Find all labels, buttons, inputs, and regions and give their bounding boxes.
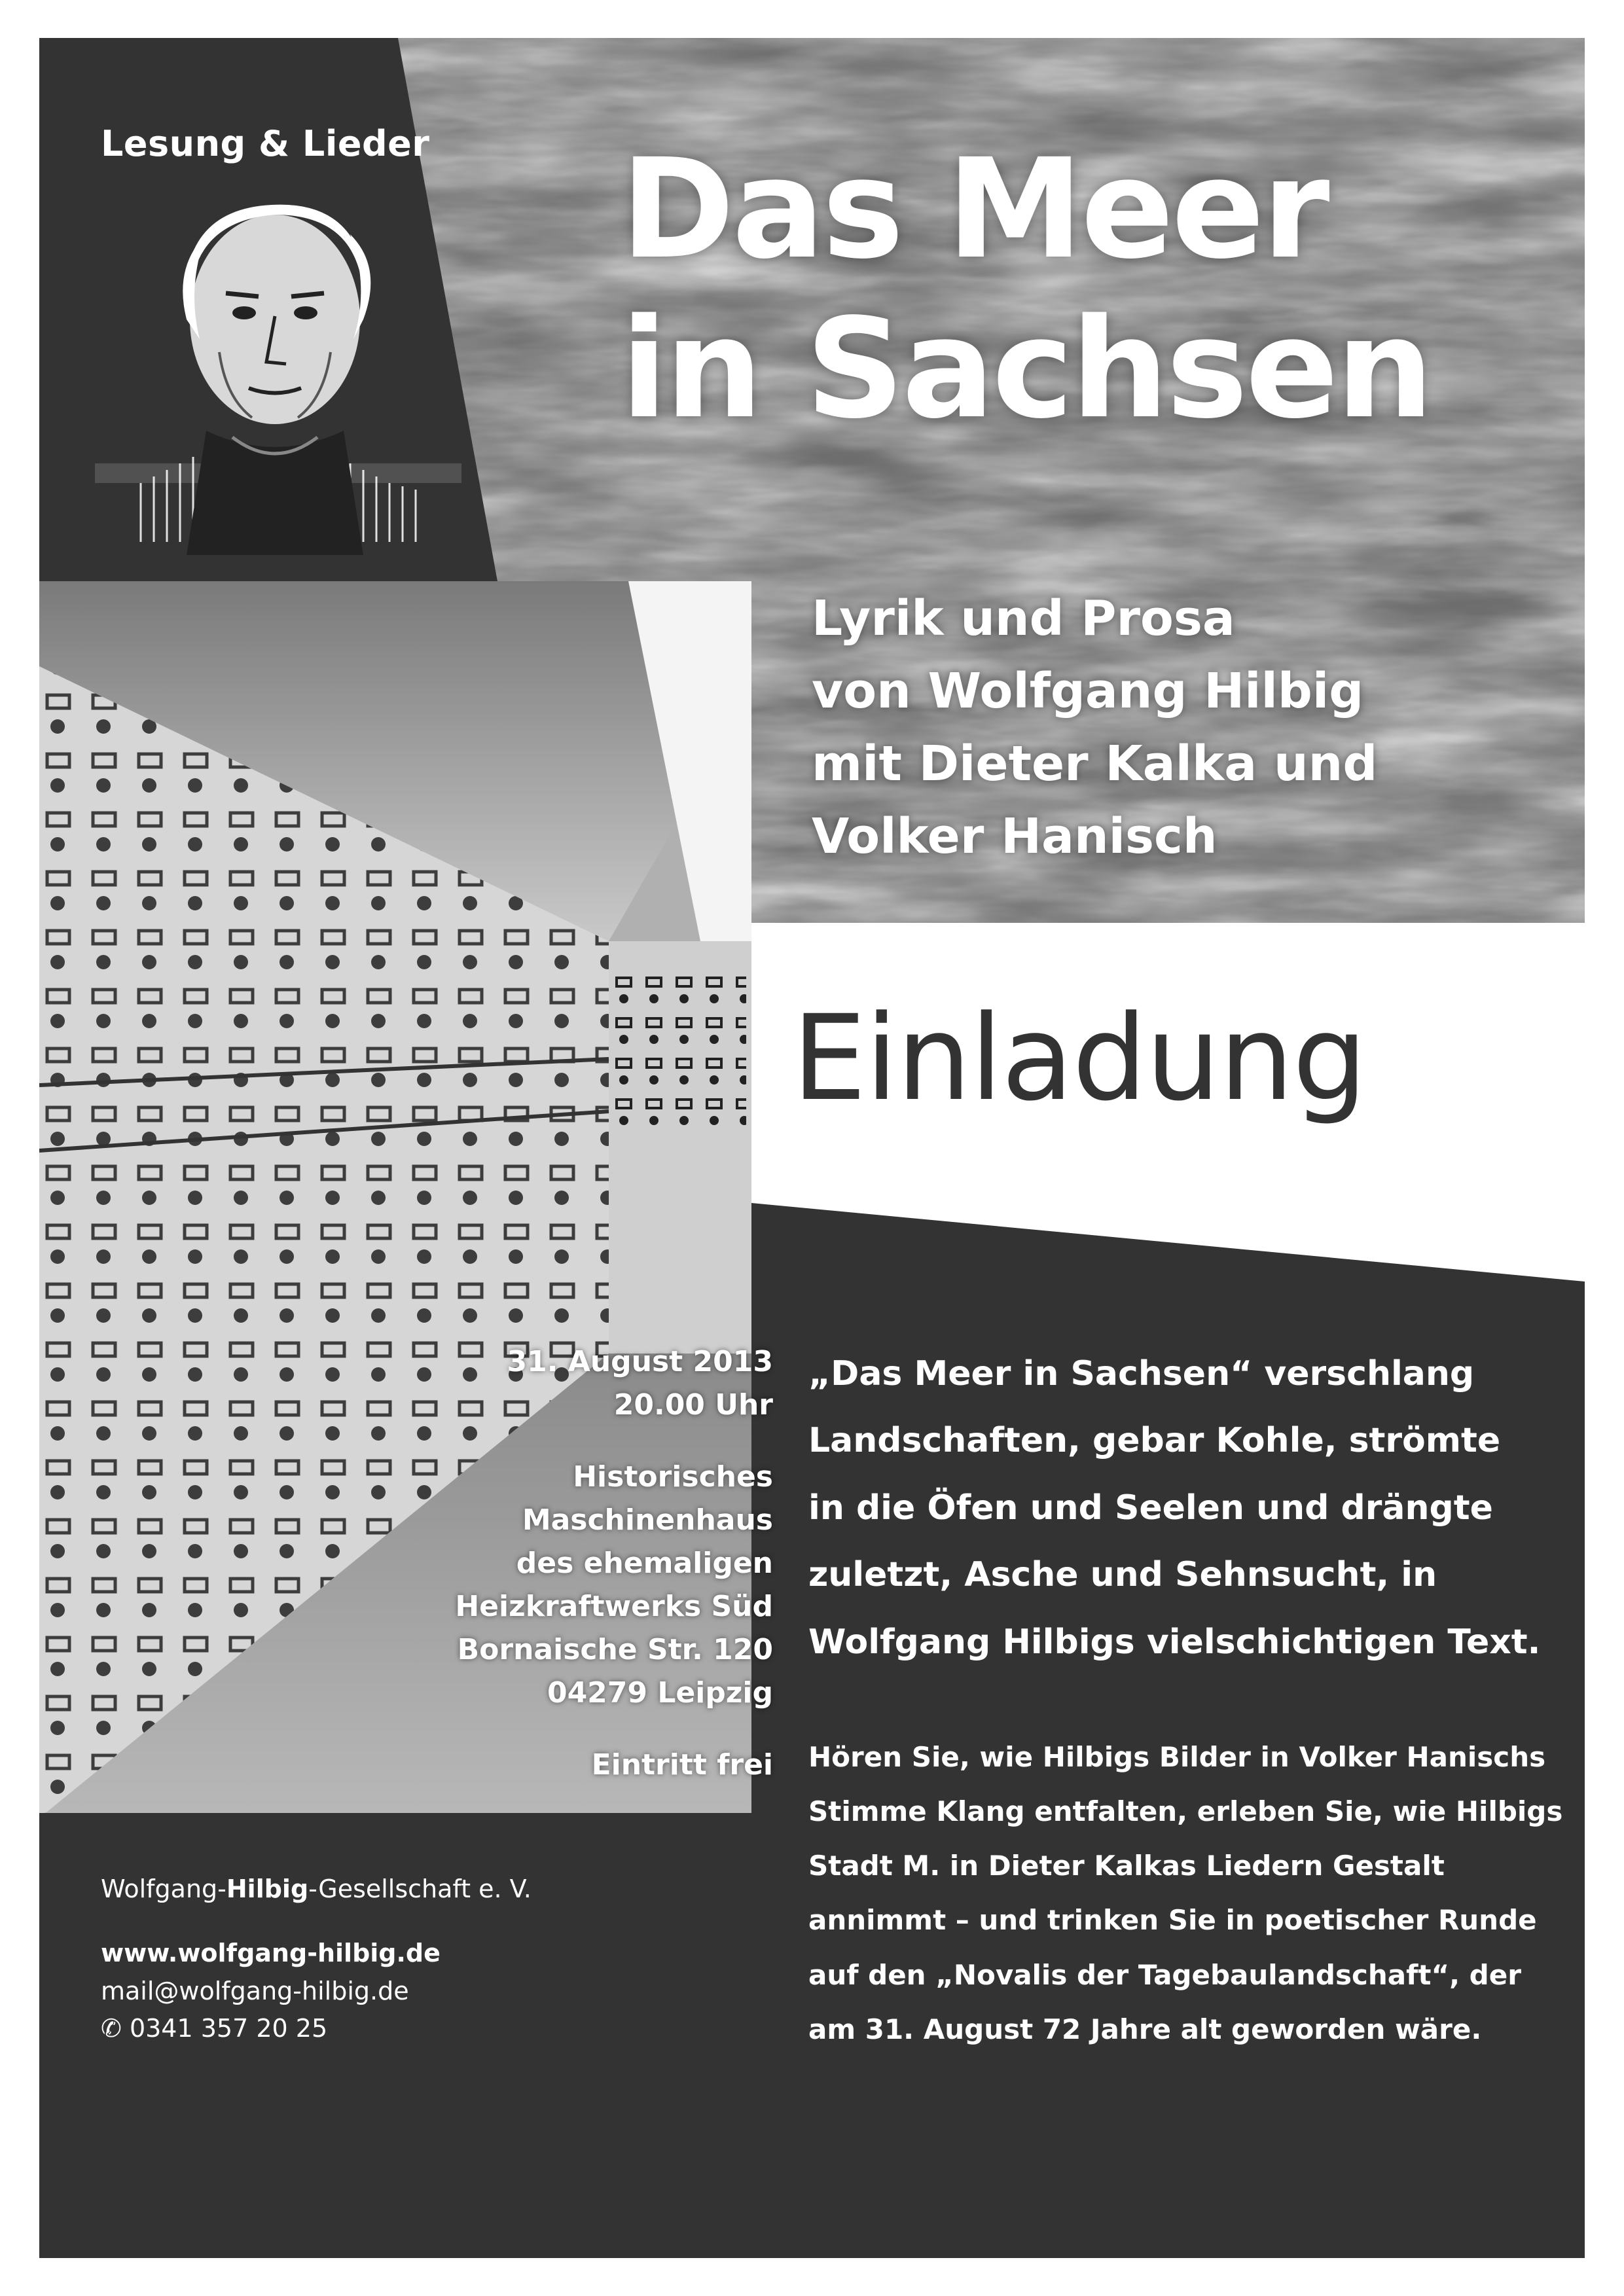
subtitle-line-3: mit Dieter Kalka und <box>812 736 1378 792</box>
website-link[interactable]: www.wolfgang-hilbig.de <box>101 1938 441 1967</box>
body-line-2: Stimme Klang entfalten, erleben Sie, wie Hilbigs <box>808 1795 1563 1828</box>
event-details <box>380 1340 773 1787</box>
title-line-2: in Sachsen <box>621 288 1432 449</box>
phone-icon: ✆ <box>101 2014 122 2043</box>
body-line-1: Hören Sie, wie Hilbigs Bilder in Volker Hanischs <box>808 1741 1546 1773</box>
contact-footer <box>101 1871 532 2048</box>
venue-line-1: Historisches <box>573 1460 773 1494</box>
intro-quote <box>808 1340 1568 1676</box>
quote-line-2: Landschaften, gebar Kohle, strömte <box>808 1421 1501 1461</box>
org-prefix: Wolfgang- <box>101 1874 226 1903</box>
phone-line <box>101 2010 532 2048</box>
phone-number: 0341 357 20 25 <box>129 2014 328 2043</box>
venue-city: 04279 Leipzig <box>547 1676 773 1710</box>
organization-name <box>101 1871 532 1909</box>
subtitle-line-1: Lyrik und Prosa <box>812 590 1235 647</box>
admission: Eintritt frei <box>591 1748 773 1782</box>
org-bold: Hilbig <box>226 1874 309 1903</box>
body-line-4: annimmt – und trinken Sie in poetischer Runde <box>808 1904 1537 1937</box>
event-date: 31. August 2013 <box>507 1345 773 1378</box>
venue-line-2: Maschinenhaus <box>522 1503 773 1537</box>
body-line-5: auf den „Novalis der Tagebaulandschaft“, der <box>808 1958 1521 1991</box>
subtitle-line-4: Volker Hanisch <box>812 808 1218 865</box>
subtitle-line-2: von Wolfgang Hilbig <box>812 663 1364 719</box>
venue-street: Bornaische Str. 120 <box>457 1633 773 1666</box>
description <box>808 1730 1568 2056</box>
tagline: Lesung & Lieder <box>101 123 430 164</box>
venue-line-4: Heizkraftwerks Süd <box>455 1590 773 1623</box>
main-title <box>621 130 1431 448</box>
quote-line-1: „Das Meer in Sachsen“ verschlang <box>808 1354 1475 1393</box>
org-suffix: -Gesellschaft e. V. <box>308 1874 532 1903</box>
quote-line-5: Wolfgang Hilbigs vielschichtigen Text. <box>808 1622 1541 1662</box>
body-line-3: Stadt M. in Dieter Kalkas Liedern Gestalt <box>808 1850 1445 1882</box>
title-line-1: Das Meer <box>621 129 1327 289</box>
quote-line-4: zuletzt, Asche und Sehnsucht, in <box>808 1555 1437 1595</box>
subtitle <box>812 583 1377 873</box>
quote-line-3: in die Öfen und Seelen und drängte <box>808 1488 1493 1528</box>
email-link[interactable]: mail@wolfgang-hilbig.de <box>101 1976 409 2005</box>
invitation-heading: Einladung <box>792 990 1366 1127</box>
event-time: 20.00 Uhr <box>613 1388 773 1422</box>
flyer-panel <box>39 38 1585 2258</box>
venue-line-3: des ehemaligen <box>516 1547 773 1580</box>
portrait-illustration <box>95 188 461 555</box>
body-line-6: am 31. August 72 Jahre alt geworden wäre. <box>808 2013 1482 2045</box>
